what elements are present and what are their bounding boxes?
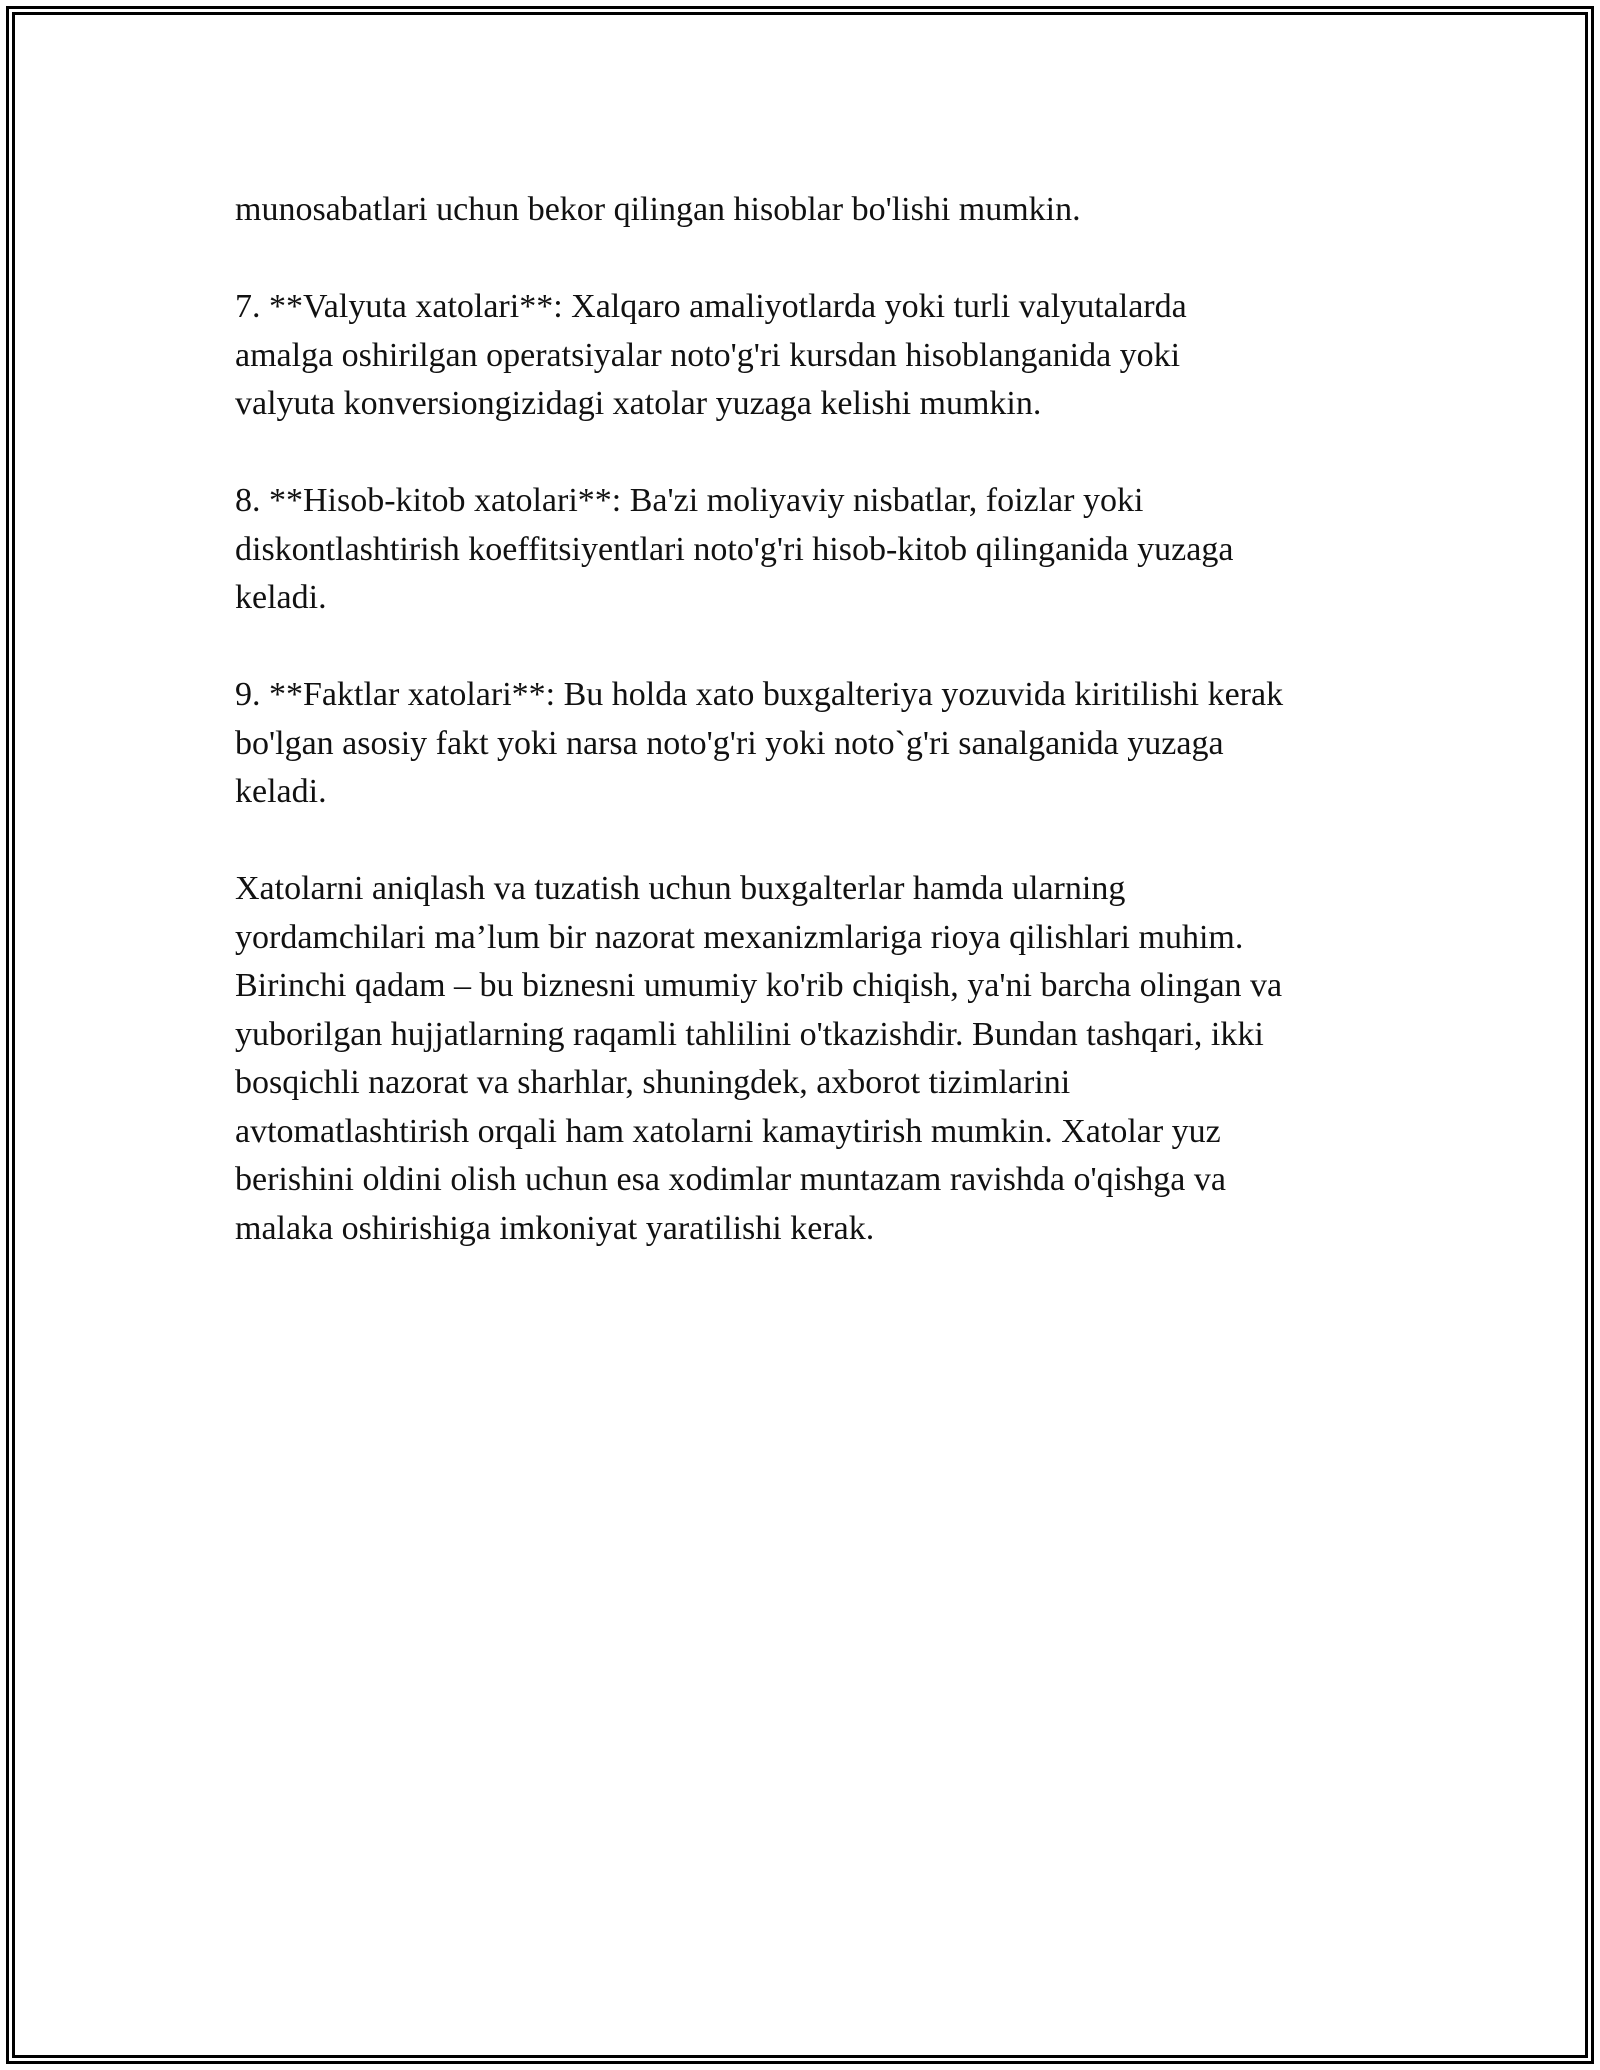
text-line: bosqichli nazorat va sharhlar, shuningdek, axborot tizimlarini bbox=[235, 1064, 1071, 1101]
text-line: malaka oshirishiga imkoniyat yaratilishi kerak. bbox=[235, 1209, 875, 1247]
text-line: munosabatlari uchun bekor qilingan hisoblar bo'lishi mumkin. bbox=[235, 191, 1081, 228]
text-line: 7. **Valyuta xatolari**: Xalqaro amaliyotlarda yoki turli valyutalarda bbox=[235, 288, 1187, 325]
text-line: Birinchi qadam – bu biznesni umumiy ko'rib chiqish, ya'ni barcha olingan va bbox=[235, 967, 1283, 1004]
document-body bbox=[235, 186, 1385, 1302]
text-line: yordamchilari ma’lum bir nazorat mexanizmlariga rioya qilishlari muhim. bbox=[235, 918, 1244, 956]
text-line: bo'lgan asosiy fakt yoki narsa noto'g'ri yoki noto`g'ri sanalganida yuzaga bbox=[235, 724, 1224, 762]
text-line: Xatolarni aniqlash va tuzatish uchun buxgalterlar hamda ularning bbox=[235, 870, 1126, 907]
text-line: yuborilgan hujjatlarning raqamli tahlilini o'tkazishdir. Bundan tashqari, ikki bbox=[235, 1015, 1264, 1053]
text-line: 9. **Faktlar xatolari**: Bu holda xato buxgalteriya yozuvida kiritilishi kerak bbox=[235, 676, 1284, 713]
paragraph-item-8-hisob-kitob bbox=[235, 477, 1385, 623]
text-line: valyuta konversiongizidagi xatolar yuzaga kelishi mumkin. bbox=[235, 385, 1042, 422]
text-line: 8. **Hisob-kitob xatolari**: Ba'zi moliyaviy nisbatlar, foizlar yoki bbox=[235, 482, 1144, 519]
paragraph-conclusion bbox=[235, 865, 1385, 1253]
text-line: keladi. bbox=[235, 579, 327, 616]
text-line: diskontlashtirish koeffitsiyentlari noto'g'ri hisob-kitob qilinganida yuzaga bbox=[235, 530, 1234, 568]
paragraph-item-9-faktlar bbox=[235, 671, 1385, 817]
paragraph-item-7-valyuta bbox=[235, 283, 1385, 429]
text-line: amalga oshirilgan operatsiyalar noto'g'ri kursdan hisoblanganida yoki bbox=[235, 336, 1181, 374]
text-line: keladi. bbox=[235, 773, 327, 810]
text-line: avtomatlashtirish orqali ham xatolarni kamaytirish mumkin. Xatolar yuz bbox=[235, 1112, 1221, 1150]
text-line: berishini oldini olish uchun esa xodimlar muntazam ravishda o'qishga va bbox=[235, 1161, 1226, 1198]
paragraph-continuation bbox=[235, 186, 1385, 235]
